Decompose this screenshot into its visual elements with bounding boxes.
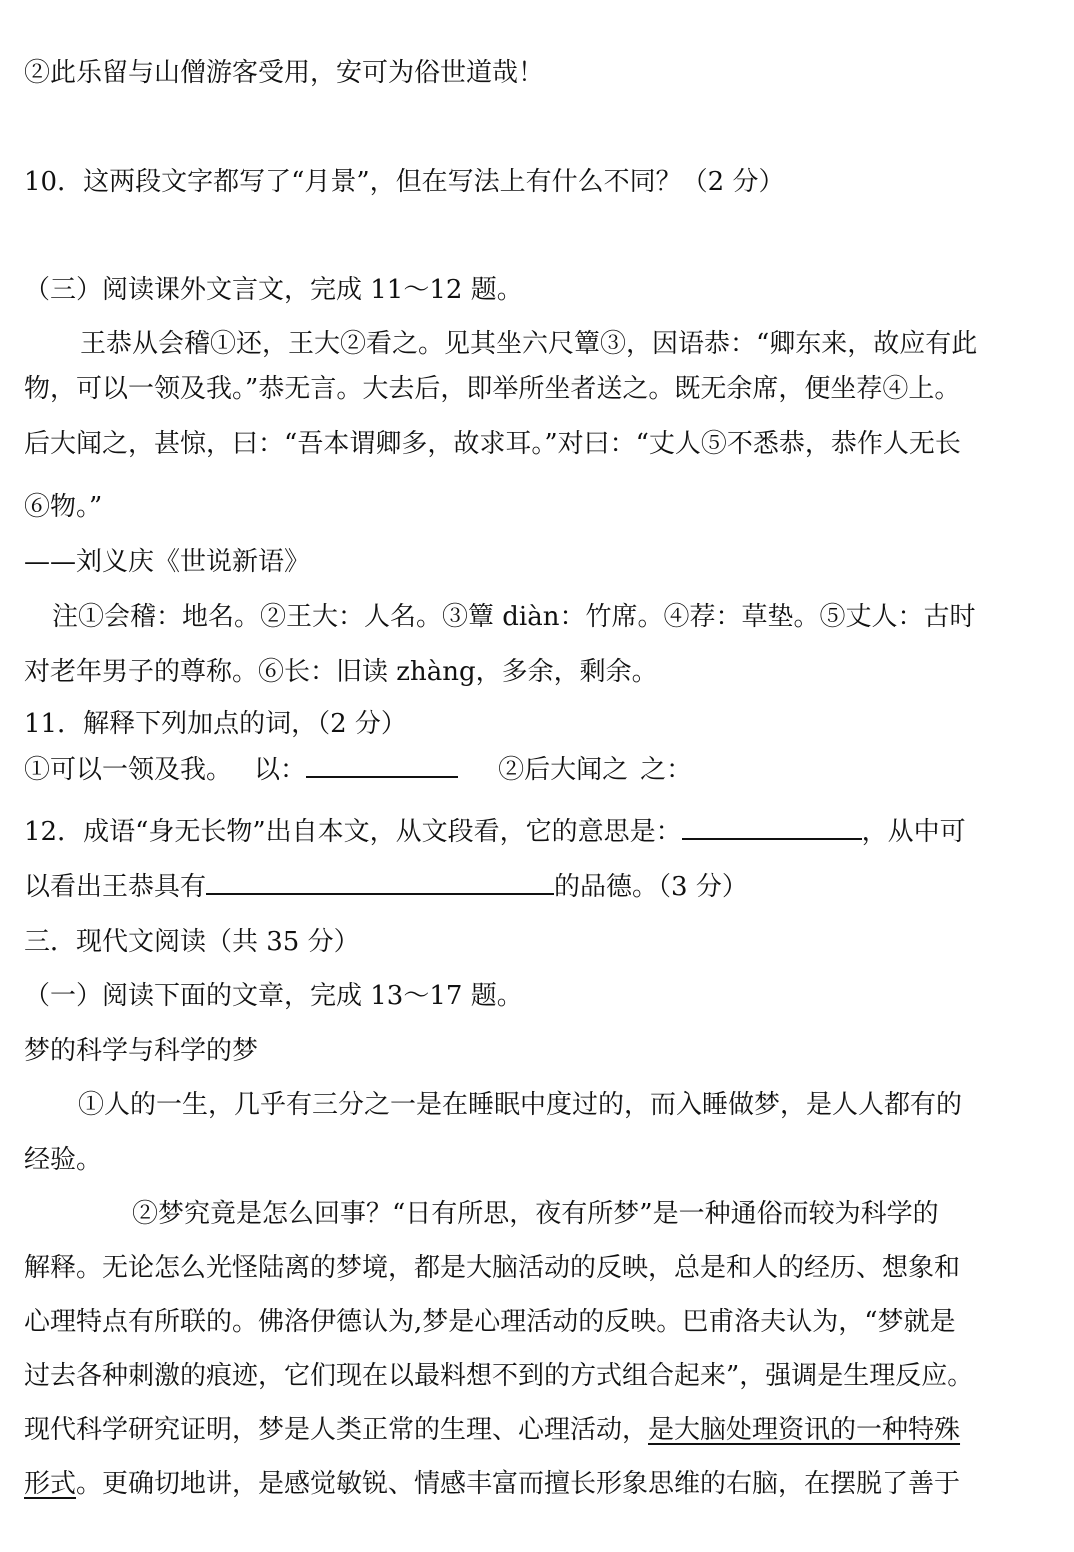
answer-blank-2[interactable] [682,816,862,840]
q9-item-2: ②此乐留与山僧游客受用，安可为俗世道哉！ [24,58,545,88]
passage-text: 物，可 [24,374,103,404]
question-11-items [24,753,1029,787]
passage-line-3 [24,427,1029,461]
question-12-line-2 [24,870,1029,904]
q11-item-1-text: ①可 [24,755,77,785]
part-3-heading: 三．现代文阅读（共 35 分） [24,927,360,957]
article-p2-line-1: ②梦究竟是怎么回事？“日有所思，夜有所梦”是一种通俗而较为科学的 [132,1199,939,1229]
passage-line-2 [24,372,1029,406]
passage-line-1: 王恭从会稽①还，王大②看之。见其坐六尺簟③，因语恭：“卿东来，故应有此 [80,329,978,359]
dotted-word-yi: 以 [76,755,103,785]
underlined-phrase: 是大脑处理资讯的一种特殊 [648,1415,961,1445]
article-text: 。更确切地讲，是感觉敏锐、情感丰富而擅长形象思维的右脑，在摆脱了善于 [76,1469,961,1499]
q12-text: 12．成语“身无长物”出自本文，从文段看，它的意思是： [24,817,682,847]
q11-item-2-text: ②后大闻 [498,755,603,785]
underlined-phrase: 形式 [24,1469,77,1499]
article-p2-line-2: 解释。无论怎么光怪陆离的梦境，都是大脑活动的反映，总是和人的经历、想象和 [24,1253,961,1283]
article-p1-line-1: ①人的一生，几乎有三分之一是在睡眠中度过的，而入睡做梦，是人人都有的 [78,1090,963,1120]
passage-line-4: ⑥物。” [24,492,103,522]
question-10: 10．这两段文字都写了“月景”，但在写法上有什么不同？（2 分） [24,167,785,197]
article-p1-line-2: 经验。 [24,1145,103,1175]
dotted-word-zhi: 之 [102,429,129,459]
q11-item-2-label: 之： [640,755,693,785]
article-p2-line-6 [24,1467,1029,1501]
passage-text: 后大闻 [24,429,103,459]
passage-text: ，甚惊，曰：“吾本谓卿多，故求耳。”对曰：“丈人⑤不悉恭，恭作人无长 [128,429,961,459]
article-p2-line-3: 心理特点有所联的。佛洛伊德认为,梦是心理活动的反映。巴甫洛夫认为，“梦就是 [24,1307,956,1337]
question-11: 11．解释下列加点的词，（2 分） [24,709,407,739]
q12-text: 以看出王恭具有 [24,872,207,902]
passage-source: ——刘义庆《世说新语》 [24,547,311,577]
part-3-subheading: （一）阅读下面的文章，完成 13～17 题。 [24,981,523,1011]
q12-text: ，从中可 [861,817,966,847]
answer-blank-1[interactable] [306,754,458,778]
dotted-word-yi: 以 [102,374,129,404]
article-title: 梦的科学与科学的梦 [24,1036,259,1066]
notes-line-1: 注①会稽：地名。②王大：人名。③簟 diàn：竹席。④荐：草垫。⑤丈人：古时 [52,602,976,632]
notes-line-2: 对老年男子的尊称。⑥长：旧读 zhàng，多余，剩余。 [24,657,658,687]
passage-text: 一领及我。”恭无言。大去后，即举所坐者送之。既无余席，便坐荐④上。 [128,374,961,404]
article-p2-line-4: 过去各种刺激的痕迹，它们现在以最料想不到的方式组合起来”，强调是生理反应。 [24,1361,974,1391]
article-text: 现代科学研究证明，梦是人类正常的生理、心理活动， [24,1415,649,1445]
answer-blank-3[interactable] [206,871,554,895]
section-3-heading: （三）阅读课外文言文，完成 11～12 题。 [24,275,523,305]
dotted-word-zhi: 之 [602,755,629,785]
article-p2-line-5 [24,1413,1029,1447]
q11-item-1-label: 以： [254,755,307,785]
question-12-line-1 [24,815,1029,849]
q12-text: 的品德。（3 分） [554,872,748,902]
q11-item-1-text: 一领及我。 [102,755,233,785]
